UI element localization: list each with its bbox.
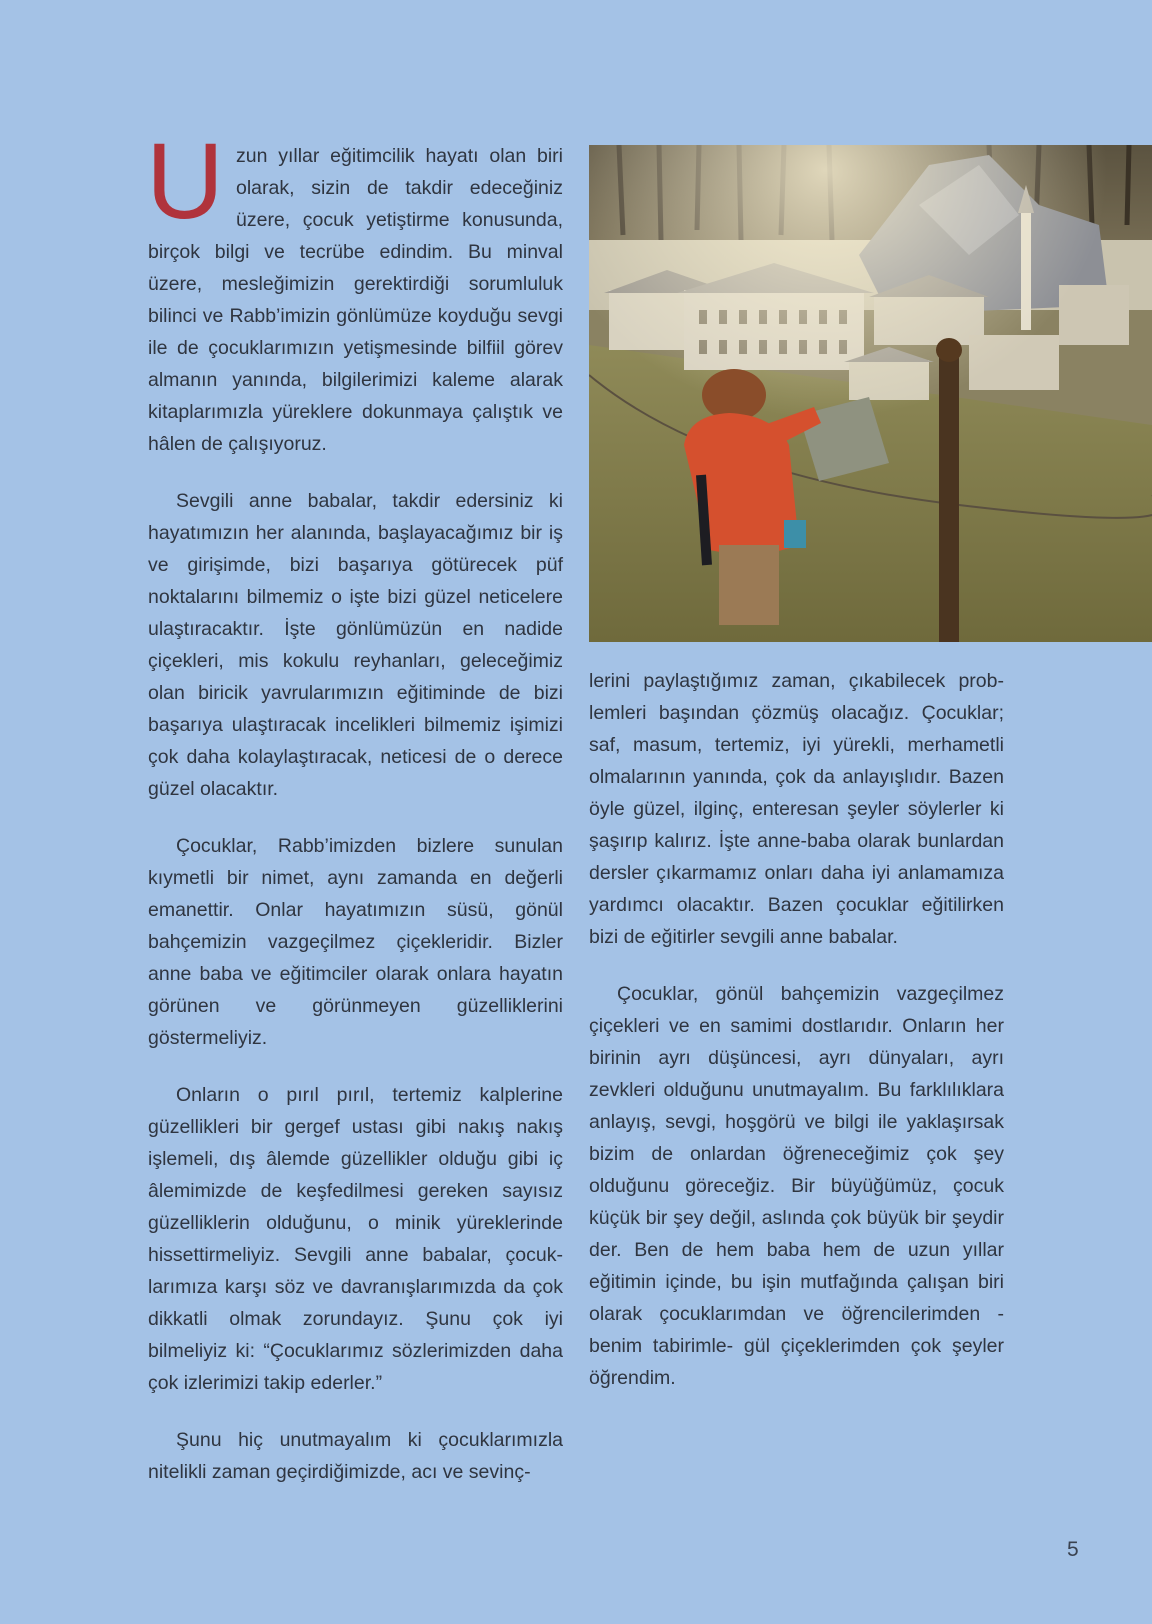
paragraph: Sevgili anne babalar, takdir edersiniz ki hayatımızın her alanında, başlayacağımız bir iş ve girişimde, bizi başarıya götürecek püf noktalarını bilmemiz o işte bizi güzel neticelere ulaştıracaktır. İşte gönlümüzün en nadide çiçekleri, mis kokulu reyhanları, geleceğimiz olan biricik yavrularımızın eğitiminde de bizi başarıya ulaştıracak incelikleri bilmemiz işimizi çok daha kolaylaştıracak, neticesi de o derece güzel olacaktır. xyxy=(148,490,563,800)
opening-paragraph-text: zun yıllar eğitimcilik hayatı olan biri olarak, sizin de takdir edeceğiniz üzere, çocuk yetiştirme konusunda, birçok bilgi ve tecrübe edindim. Bu minval üzere, mesleğimizin gerektirdiği sorumluluk bilinci ve Rabb’imizin gönlümüze koyduğu sevgi ile de çocuklarımızın yetişmesinde bilfiil görev almanın yanında, bilgilerimizi kaleme alarak kitaplarımızla yüreklere dokunmaya çalıştık ve hâlen de çalışıyoruz. xyxy=(148,145,563,455)
paragraph: Şunu hiç unutmayalım ki çocuklarımızla nitelikli zaman geçirdiğimizde, acı ve sevinç- xyxy=(148,1429,563,1483)
paragraph: Onların o pırıl pırıl, tertemiz kalplerine güzellikleri bir gergef ustası gibi nakış nakış işlemeli, dış âlemde güzellikler olduğu gibi iç âlemimizde de keşfedilmesi gereken sayısız güzelliklerin olduğunu, o minik yüreklerinde hissettirmeliyiz. Sevgili anne babalar, çocuklarımıza karşı söz ve davranışlarımızda da çok dikkatli olmak zorundayız. Şunu çok iyi bilmeliyiz ki: “Çocuklarımız sözlerimizden daha çok izlerimizi takip ederler.” xyxy=(148,1084,563,1394)
opening-paragraph xyxy=(146,120,563,460)
paragraph: Çocuklar, Rabb’imizden bizlere sunulan kıymetli bir nimet, aynı zamanda en değerli emanettir. Onlar hayatımızın süsü, gönül bahçemizin vazgeçilmez çiçekleridir. Bizler anne baba ve eğitimciler olarak onlara hayatın görünen ve görünmeyen güzelliklerini göstermeliyiz. xyxy=(148,835,563,1049)
drop-cap: U xyxy=(146,120,224,241)
article-photo xyxy=(589,145,1152,642)
left-text-column xyxy=(146,120,563,1513)
page-number: 5 xyxy=(1067,1538,1079,1561)
right-text-column xyxy=(589,665,1004,1419)
paragraph: Çocuklar, gönül bahçemizin vazgeçilmez çiçekleri ve en samimi dostlarıdır. Onların her birinin ayrı düşüncesi, ayrı dünyaları, ayrı zevkleri olduğunu unutmayalım. Bu farklılıklara anlayış, sevgi, hoşgörü ve bilgi ile yaklaşırsak bizim de onlardan öğreneceğimiz çok şey olduğunu göreceğiz. Bir büyüğümüz, çocuk küçük bir şey değil, aslında çok büyük bir şeydir der. Ben de hem baba hem de uzun yıllar eğitimin içinde, bu işin mutfağında çalışan biri olarak çocuklarımdan ve öğrencilerimden -benim tabirimle- gül çiçeklerimden çok şeyler öğrendim. xyxy=(589,983,1004,1389)
photo-illustration xyxy=(589,145,1152,642)
paragraph: lerini paylaştığımız zaman, çıkabilecek problemleri başından çözmüş olacağız. Çocuklar; saf, masum, tertemiz, iyi yürekli, merhametli olmalarının yanında, çok da anlayışlıdır. Bazen öyle güzel, ilginç, enteresan şeyler söylerler ki şaşırıp kalırız. İşte anne-baba olarak bunlardan dersler çıkarmamız onları daha iyi anlamamıza yardımcı olacaktır. Bazen çocuklar eğitilirken bizi de eğitirler sevgili anne babalar. xyxy=(589,670,1004,948)
